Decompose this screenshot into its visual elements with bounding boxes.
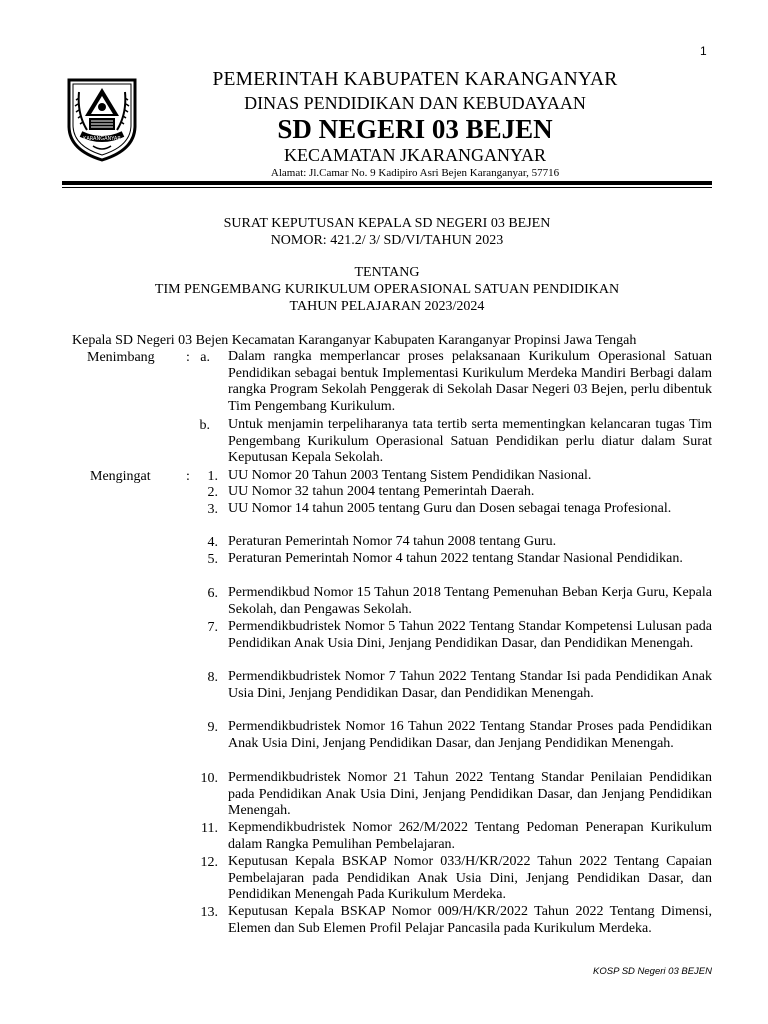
opening-statement: Kepala SD Negeri 03 Bejen Kecamatan Karanganyar Kabupaten Karanganyar Propinsi Jawa Tengah [72, 333, 637, 348]
decree-number: NOMOR: 421.2/ 3/ SD/VI/TAHUN 2023 [270, 233, 504, 248]
menimbang-mark-b: b. [199, 418, 210, 433]
mengingat-mark: 5. [207, 552, 218, 567]
mengingat-mark: 6. [207, 586, 218, 601]
decree-subject: TIM PENGEMBANG KURIKULUM OPERASIONAL SATUAN PENDIDIKAN [154, 282, 620, 297]
decree-school-year: TAHUN PELAJARAN 2023/2024 [289, 299, 485, 314]
mengingat-item: UU Nomor 14 tahun 2005 tentang Guru dan Dosen sebagai tenaga Profesional. [228, 501, 672, 516]
menimbang-item-a: Dalam rangka memperlancar proses pelaksanaan Kurikulum Operasional Satuan Pendidikan sebagai bentuk Implementasi Kurikulum Merdeka Mandiri Berbagi dalam rangka Program Sekolah Penggerak di Sekolah Dasar Negeri 03 Bejen, perlu dibentuk Tim Pengembang Kurikulum. [228, 349, 712, 414]
letterhead-school-name: SD NEGERI 03 BEJEN [277, 114, 553, 144]
mengingat-item: Permendikbudristek Nomor 7 Tahun 2022 Tentang Standar Isi pada Pendidikan Anak Usia Dini, Jenjang Pendidikan Dasar, dan Pendidikan Menengah. [228, 669, 712, 701]
mengingat-item: Peraturan Pemerintah Nomor 4 tahun 2022 tentang Standar Nasional Pendidikan. [228, 551, 683, 566]
mengingat-mark: 3. [207, 502, 218, 517]
decree-about: TENTANG [354, 265, 420, 280]
mengingat-mark: 7. [207, 620, 218, 635]
mengingat-item: Keputusan Kepala BSKAP Nomor 033/H/KR/2022 Tahun 2022 Tentang Capaian Pembelajaran pada Pendidikan Anak Usia Dini, Jenjang Pendidikan Dasar, dan Pendidikan Menengah Pada Kurikulum Merdeka. [228, 854, 712, 902]
menimbang-colon: : [186, 350, 190, 365]
page-number: 1 [700, 44, 707, 58]
mengingat-mark: 11. [201, 821, 218, 836]
mengingat-item: Permendikbudristek Nomor 21 Tahun 2022 Tentang Standar Penilaian Pendidikan pada Pendidikan Anak Usia Dini, Jenjang Pendidikan Dasar, dan Jenjang Pendidikan Menengah. [228, 770, 712, 818]
letterhead-address: Alamat: Jl.Camar No. 9 Kadipiro Asri Bejen Karanganyar, 57716 [270, 167, 560, 179]
letterhead-divider-thin [62, 187, 712, 188]
letterhead-government: PEMERINTAH KABUPATEN KARANGANYAR [212, 69, 618, 90]
mengingat-mark: 4. [207, 535, 218, 550]
mengingat-mark: 9. [207, 720, 218, 735]
decree-title: SURAT KEPUTUSAN KEPALA SD NEGERI 03 BEJEN [223, 216, 551, 231]
mengingat-mark: 13. [200, 905, 218, 920]
mengingat-item: Kepmendikbudristek Nomor 262/M/2022 Tentang Pedoman Penerapan Kurikulum dalam Rangka Pemulihan Pembelajaran. [228, 820, 712, 852]
letterhead-department: DINAS PENDIDIKAN DAN KEBUDAYAAN [244, 93, 586, 113]
mengingat-mark: 1. [207, 469, 218, 484]
menimbang-label: Menimbang [87, 350, 155, 365]
mengingat-colon: : [186, 469, 190, 484]
mengingat-item: Permendikbudristek Nomor 5 Tahun 2022 Tentang Standar Kompetensi Lulusan pada Pendidikan Anak Usia Dini, Jenjang Pendidikan Dasar, dan Pendidikan Menengah. [228, 619, 712, 651]
page-footer: KOSP SD Negeri 03 BEJEN [593, 966, 712, 977]
mengingat-item: UU Nomor 20 Tahun 2003 Tentang Sistem Pendidikan Nasional. [228, 468, 592, 483]
mengingat-item: Peraturan Pemerintah Nomor 74 tahun 2008 tentang Guru. [228, 534, 557, 549]
mengingat-label: Mengingat [90, 469, 151, 484]
mengingat-item: UU Nomor 32 tahun 2004 tentang Pemerintah Daerah. [228, 484, 535, 499]
menimbang-item-b: Untuk menjamin terpeliharanya tata tertib serta mementingkan kelancaran tugas Tim Pengembang Kurikulum Operasional Satuan Pendidikan perlu diatur dalam Surat Keputusan Kepala Sekolah. [228, 417, 712, 465]
letterhead-district: KECAMATAN JKARANGANYAR [283, 145, 547, 165]
mengingat-item: Keputusan Kepala BSKAP Nomor 009/H/KR/2022 Tahun 2022 Tentang Dimensi, Elemen dan Sub Elemen Profil Pelajar Pancasila pada Kurikulum Merdeka. [228, 904, 712, 936]
mengingat-item: Permendikbudristek Nomor 16 Tahun 2022 Tentang Standar Proses pada Pendidikan Anak Usia Dini, Jenjang Pendidikan Dasar, dan Jenjang Pendidikan Menengah. [228, 719, 712, 751]
svg-text:KARANGANYAR: KARANGANYAR [83, 136, 121, 142]
mengingat-mark: 2. [207, 485, 218, 500]
mengingat-mark: 8. [207, 670, 218, 685]
regency-emblem-icon [63, 74, 141, 162]
letterhead-divider-thick [62, 181, 712, 185]
mengingat-mark: 12. [200, 855, 218, 870]
mengingat-mark: 10. [200, 771, 218, 786]
mengingat-item: Permendikbud Nomor 15 Tahun 2018 Tentang Pemenuhan Beban Kerja Guru, Kepala Sekolah, dan Pengawas Sekolah. [228, 585, 712, 617]
menimbang-mark-a: a. [200, 350, 210, 365]
